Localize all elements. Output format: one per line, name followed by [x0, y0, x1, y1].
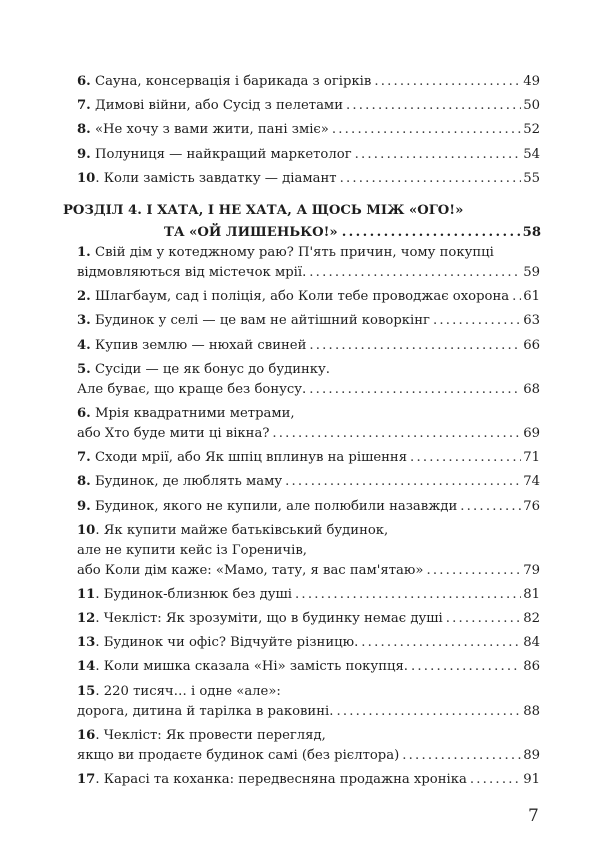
toc-entry-number: 16: [77, 727, 96, 743]
toc-entry-title: Будинок у селі — це вам не айтішний коворкінг: [94, 313, 430, 329]
toc-entry-line: [77, 521, 540, 541]
chapter-title-line1: РОЗДІЛ 4. І ХАТА, І НЕ ХАТА, А ЩОСЬ МІЖ «ОГО!»: [63, 203, 464, 218]
toc-entry-page-number: 74: [523, 474, 540, 490]
dot-leader: [340, 169, 522, 189]
toc-entry: [77, 497, 540, 517]
toc-entry-number: 12: [77, 611, 96, 627]
toc-entry-title: Будинок, де люблять маму: [94, 474, 283, 490]
dot-leader: [460, 497, 521, 517]
toc-entry-last-line: [77, 657, 540, 677]
toc-entry-last-line: [77, 287, 540, 307]
toc-entry-last-line: [77, 169, 540, 189]
toc-entry-last-line: [77, 746, 540, 766]
toc-entry-page-number: 71: [523, 450, 540, 466]
toc-entry-last-line: [77, 633, 540, 653]
toc-entry-page-number: 88: [523, 703, 540, 719]
toc-entry-number: 6.: [77, 74, 91, 89]
dot-leader: [402, 746, 521, 766]
toc-entry-last-line: [77, 448, 540, 468]
toc-entry-title: «Не хочу з вами жити, пані змiє»: [94, 122, 329, 138]
toc-entry: [77, 633, 540, 653]
dot-leader: [361, 633, 521, 653]
toc-entry-number: 14: [77, 659, 96, 675]
toc-entry-number: 9.: [77, 146, 91, 162]
toc-entry-title: Полуниця — найкращий маркетолог: [94, 146, 352, 162]
toc-entry-title: дорога, дитина й тарілка в раковині.: [77, 703, 334, 719]
toc-entry-page-number: 66: [523, 337, 540, 353]
toc-entry-title: Сауна, консервація і барикада з огірків: [94, 74, 372, 89]
dot-leader: [309, 380, 521, 400]
toc-entry-title: або Хто буде мити ці вікна?: [77, 425, 270, 441]
toc-entry-last-line: [77, 380, 540, 400]
toc-entry-last-line: [77, 424, 540, 444]
chapter-title-line2-row: [63, 222, 541, 244]
toc-entry-number: 2.: [77, 289, 91, 305]
toc-entry-page-number: 76: [523, 498, 540, 514]
toc-entry-title: Мрія квадратними метрами,: [94, 405, 295, 421]
toc-entry-number: 13: [77, 635, 96, 651]
toc-entry-last-line: [77, 497, 540, 517]
toc-entry-title: . Будинок-близнюк без душі: [95, 586, 293, 602]
toc-entry-page-number: 63: [523, 313, 540, 329]
toc-entry-last-line: [77, 96, 540, 116]
toc-entry-title: Свій дім у котеджному раю? П'ять причин, чому покупці: [94, 245, 494, 260]
toc-entry-number: 6.: [77, 405, 91, 421]
toc-entry: [77, 521, 540, 581]
toc-entry-number: 8.: [77, 122, 91, 138]
toc-entry: [77, 311, 540, 331]
toc-entry-number: 3.: [77, 313, 91, 329]
toc-entry-page-number: 79: [523, 562, 540, 578]
dot-leader: [433, 311, 521, 331]
dot-leader: [355, 145, 522, 165]
toc-entry: [77, 243, 540, 283]
toc-entry: [77, 448, 540, 468]
toc-entry: [77, 585, 540, 605]
toc-entry-title: . Чекліст: Як зрозуміти, що в будинку немає душі: [95, 611, 443, 627]
dot-leader: [446, 609, 522, 629]
toc-entry-number: 10: [77, 522, 96, 538]
dot-leader: [295, 585, 521, 605]
page-number: 7: [528, 806, 539, 826]
dot-leader: [272, 424, 521, 444]
toc-entry-title: Шлагбаум, сад і поліція, або Коли тебе проводжає охорона: [94, 289, 510, 305]
toc-entry-line: [77, 682, 540, 702]
toc-entry-last-line: [77, 585, 540, 605]
toc-entry-title: але не купити кейс із Гореничів,: [77, 542, 307, 558]
dot-leader: [410, 448, 521, 468]
toc-entry-title: відмовляються від містечок мрії.: [77, 265, 307, 280]
toc-entry: [77, 96, 540, 116]
toc-entry: [77, 472, 540, 492]
toc-entry-line: [77, 541, 540, 561]
toc-entry-page-number: 84: [523, 635, 540, 651]
toc-entry-last-line: [77, 120, 540, 140]
toc-entry-line: [77, 726, 540, 746]
toc-entry-title: або Коли дім каже: «Мамо, тату, я вас пам'ятаю»: [77, 562, 424, 578]
toc-entry: [77, 657, 540, 677]
toc-entry-page-number: 91: [523, 772, 540, 787]
toc-entry: [77, 360, 540, 400]
toc-entry-last-line: [77, 609, 540, 629]
toc-entry-page-number: 89: [523, 747, 540, 763]
toc-entry-last-line: [77, 561, 540, 581]
toc-entry-number: 7.: [77, 98, 91, 114]
toc-entry-page-number: 82: [523, 611, 540, 627]
toc-entry: [77, 287, 540, 307]
toc-entry-last-line: [77, 311, 540, 331]
dot-leader: [285, 472, 521, 492]
toc-entry-number: 5.: [77, 361, 91, 377]
toc-entry-page-number: 49: [523, 74, 540, 89]
toc-entry-number: 4.: [77, 337, 91, 353]
toc-entry-title: . Коли мишка сказала «Ні» замість покупця.: [95, 659, 408, 675]
toc-entry-title: . Чекліст: Як провести перегляд,: [95, 727, 326, 743]
toc-entry-page-number: 55: [523, 170, 540, 186]
toc-entry: [77, 72, 540, 92]
toc-entry: [77, 770, 540, 790]
toc-entry-title: якщо ви продаєте будинок самі (без рієлтора): [77, 747, 400, 763]
toc-entry: [77, 726, 540, 766]
toc-entry: [77, 145, 540, 165]
toc-entry-number: 17: [77, 772, 96, 787]
toc-entry-last-line: [77, 770, 540, 790]
toc-entry-page-number: 52: [523, 122, 540, 138]
toc-entry: [77, 682, 540, 722]
toc-entry: [77, 169, 540, 189]
toc-entry-title: Купив землю — нюхай свиней: [94, 337, 307, 353]
toc-entry-page-number: 86: [523, 659, 540, 675]
toc-entry-title: Сходи мрії, або Як шпіц вплинув на рішення: [94, 450, 408, 466]
toc-entry: [77, 120, 540, 140]
toc-entry-page-number: 81: [523, 586, 540, 602]
toc-entry-page-number: 68: [523, 381, 540, 397]
chapter-title-line2: ТА «ОЙ ЛИШЕНЬКО!»: [164, 225, 338, 240]
dot-leader: [309, 263, 521, 283]
toc-entry-number: 8.: [77, 474, 91, 490]
toc-entry-last-line: [77, 145, 540, 165]
toc-entry-page-number: 69: [523, 425, 540, 441]
dot-leader: [411, 657, 521, 677]
toc-entry-last-line: [77, 72, 540, 92]
toc-entry-line: [77, 404, 540, 424]
dot-leader: [309, 336, 521, 356]
dot-leader: [332, 120, 521, 140]
toc-entry-title: Сусіди — це як бонус до будинку.: [94, 361, 330, 377]
toc-entry-number: 7.: [77, 450, 91, 466]
toc-entry-title: Але буває, що краще без бонусу.: [77, 381, 307, 397]
toc-continued-list: [77, 72, 540, 193]
chapter-heading: [63, 200, 541, 244]
toc-entry: [77, 336, 540, 356]
toc-entry-number: 10: [77, 170, 96, 186]
toc-entry-title: . Коли замість завдатку — діамант: [95, 170, 337, 186]
toc-entry-page-number: 50: [523, 98, 540, 114]
toc-entry-last-line: [77, 472, 540, 492]
toc-entry-title: . 220 тисяч… і одне «але»:: [95, 683, 281, 699]
dot-leader: [470, 770, 521, 790]
toc-entry-page-number: 59: [523, 265, 540, 280]
toc-chapter-4-list: [77, 243, 540, 794]
toc-entry-page-number: 54: [523, 146, 540, 162]
toc-entry-last-line: [77, 263, 540, 283]
toc-entry-title: . Будинок чи офіс? Відчуйте різницю.: [95, 635, 359, 651]
toc-entry: [77, 404, 540, 444]
toc-entry-number: 9.: [77, 498, 91, 514]
dot-leader: [426, 561, 521, 581]
chapter-page-number: 58: [522, 225, 541, 240]
toc-entry-line: [77, 243, 540, 263]
toc-entry: [77, 609, 540, 629]
toc-entry-number: 11: [77, 586, 96, 602]
toc-entry-last-line: [77, 702, 540, 722]
dot-leader: [346, 96, 521, 116]
toc-entry-title: Будинок, якого не купили, але полюбили назавжди: [94, 498, 458, 514]
toc-entry-last-line: [77, 336, 540, 356]
toc-entry-title: Димові війни, або Сусід з пелетами: [94, 98, 343, 114]
toc-entry-page-number: 61: [523, 289, 540, 305]
toc-entry-number: 1.: [77, 245, 91, 260]
dot-leader: [512, 287, 521, 307]
dot-leader: [336, 702, 521, 722]
toc-entry-number: 15: [77, 683, 96, 699]
toc-entry-title: . Карасі та коханка: передвесняна продажна хроніка: [95, 772, 467, 787]
dot-leader: [374, 72, 521, 92]
toc-entry-line: [77, 360, 540, 380]
dot-leader: [342, 222, 521, 244]
toc-entry-title: . Як купити майже батьківський будинок,: [95, 522, 389, 538]
